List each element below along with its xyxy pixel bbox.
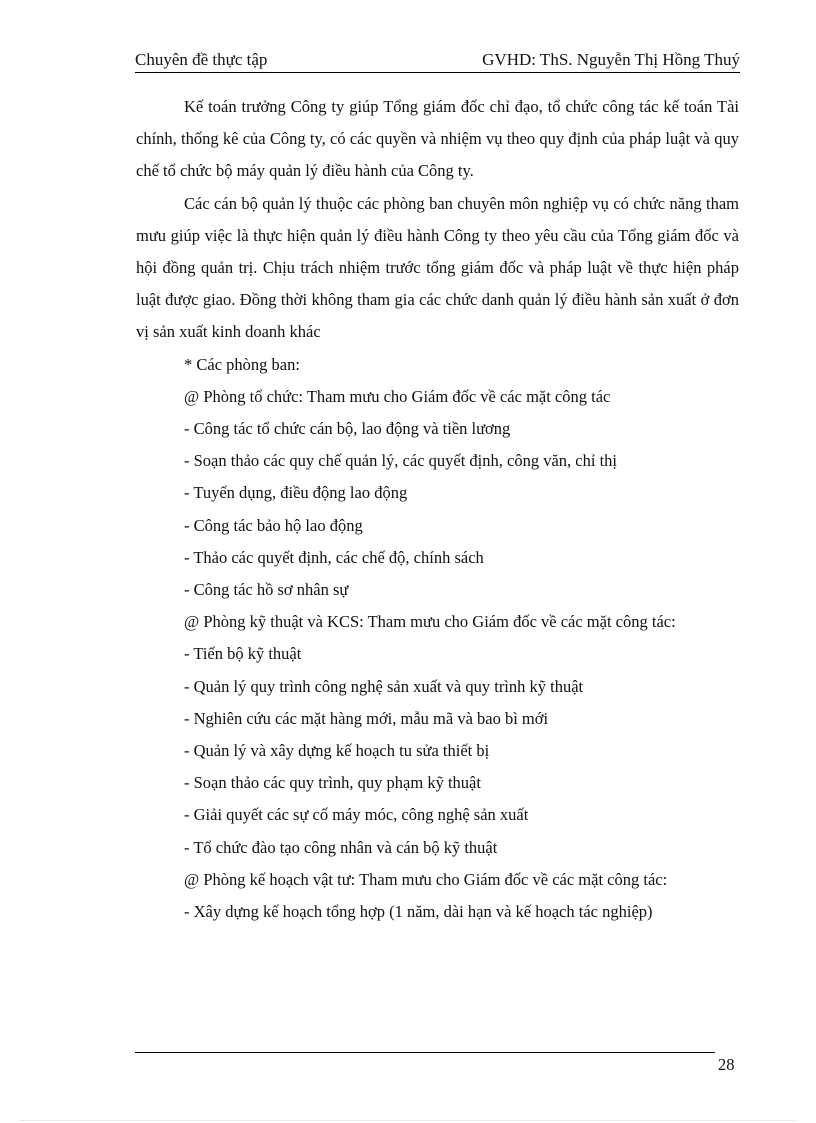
list-item: - Công tác bảo hộ lao động [184,515,363,535]
page-body [136,91,739,928]
departments-heading: * Các phòng ban: [184,354,300,374]
page-edge-divider [20,1120,796,1121]
department-title-planning: @ Phòng kế hoạch vật tư: Tham mưu cho Giám đốc về các mặt công tác: [184,869,668,889]
list-item: - Thảo các quyết định, các chế độ, chính sách [184,547,484,567]
department-title-technical: @ Phòng kỹ thuật và KCS: Tham mưu cho Giám đốc về các mặt công tác: [184,612,676,632]
list-item: - Nghiên cứu các mặt hàng mới, mẫu mã và bao bì mới [184,708,549,728]
footer-divider [135,1052,715,1053]
page-number: 28 [718,1055,735,1074]
paragraph-chief-accountant: Kế toán trưởng Công ty giúp Tổng giám đốc chỉ đạo, tổ chức công tác kế toán Tài chính, thống kê của Công ty, có các quyền và nhiệm vụ theo quy định của pháp luật và quy chế tổ chức bộ máy quản lý điều hành của Công ty. [136,97,739,181]
header-title: Chuyên đề thực tập [135,50,268,69]
list-item: - Tuyển dụng, điều động lao động [184,483,408,503]
list-item: - Quản lý và xây dựng kế hoạch tu sửa thiết bị [184,741,490,761]
list-item: - Soạn thảo các quy chế quản lý, các quyết định, công văn, chỉ thị [184,451,617,471]
list-item: - Giải quyết các sự cố máy móc, công nghệ sản xuất [184,805,529,825]
paragraph-managers: Các cán bộ quản lý thuộc các phòng ban chuyên môn nghiệp vụ có chức năng tham mưu giúp việc là thực hiện quản lý điều hành Công ty theo yêu cầu của Tổng giám đốc và hội đồng quản trị. Chịu trách nhiệm trước tổng giám đốc và pháp luật về thực hiện pháp luật được giao. Đồng thời không tham gia các chức danh quản lý điều hành sản xuất ở đơn vị sản xuất kinh doanh khác [136,193,739,342]
list-item: - Quản lý quy trình công nghệ sản xuất và quy trình kỹ thuật [184,676,584,696]
list-item: - Công tác tổ chức cán bộ, lao động và tiền lương [184,419,511,439]
list-item: - Xây dựng kế hoạch tổng hợp (1 năm, dài hạn và kế hoạch tác nghiệp) [184,902,653,922]
department-title-organization: @ Phòng tổ chức: Tham mưu cho Giám đốc về các mặt công tác [184,386,611,406]
header-advisor: GVHD: ThS. Nguyễn Thị Hồng Thuý [482,50,740,69]
page-header [135,50,740,73]
list-item: - Soạn thảo các quy trình, quy phạm kỹ thuật [184,773,481,793]
list-item: - Công tác hồ sơ nhân sự [184,580,349,600]
list-item: - Tiến bộ kỹ thuật [184,644,302,664]
list-item: - Tổ chức đào tạo công nhân và cán bộ kỹ thuật [184,837,498,857]
